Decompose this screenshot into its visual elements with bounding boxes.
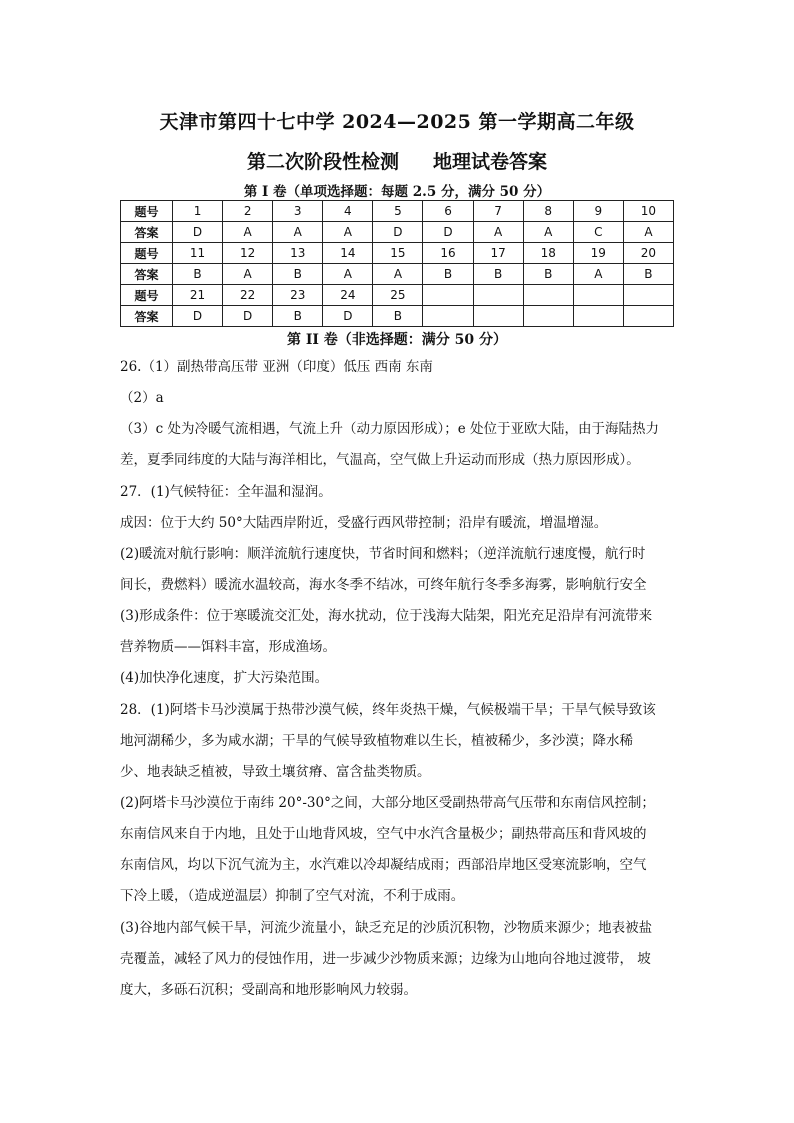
table-cell (523, 306, 573, 327)
table-cell: D (173, 306, 223, 327)
table-row-question-numbers (121, 243, 674, 264)
answer-line: 度大，多砾石沉积；受副高和地形影响风力较弱。 (120, 982, 417, 998)
answer-line: (2)阿塔卡马沙漠位于南纬 20°-30°之间，大部分地区受副热带高气压带和东南信风控制； (120, 795, 655, 811)
answer-line: 成因：位于大约 50°大陆西岸附近，受盛行西风带控制；沿岸有暖流，增温增湿。 (120, 515, 608, 531)
table-cell: B (423, 264, 473, 285)
answer-line: 28．(1)阿塔卡马沙漠属于热带沙漠气候，终年炎热干燥，气候极端干旱；干旱气候导致该 (120, 702, 656, 718)
table-cell: 24 (323, 285, 373, 306)
table-cell: B (473, 264, 523, 285)
table-cell: A (623, 222, 673, 243)
table-cell: D (323, 306, 373, 327)
table-cell: 11 (173, 243, 223, 264)
table-cell: 19 (573, 243, 623, 264)
table-cell: C (573, 222, 623, 243)
document-subtitle (0, 147, 794, 174)
table-cell: D (423, 222, 473, 243)
table-cell: 22 (223, 285, 273, 306)
answer-line: 东南信风来自于内地，且处于山地背风坡，空气中水汽含量极少；副热带高压和背风坡的 (120, 826, 647, 842)
table-cell: 1 (173, 201, 223, 222)
table-cell: B (173, 264, 223, 285)
row-label-question: 题号 (121, 243, 173, 264)
answer-line: 壳覆盖，减轻了风力的侵蚀作用，进一步减少沙物质来源；边缘为山地向谷地过渡带， 坡 (120, 951, 651, 967)
table-row-answers (121, 264, 674, 285)
table-cell: A (523, 222, 573, 243)
table-cell: A (323, 222, 373, 243)
table-cell: 23 (273, 285, 323, 306)
answer-line: 下冷上暖，（造成逆温层）抑制了空气对流，不利于成雨。 (120, 888, 465, 904)
document-title: 天津市第四十七中学 2024—2025 第一学期高二年级 (159, 111, 635, 133)
table-cell: 7 (473, 201, 523, 222)
answer-line: (4)加快净化速度，扩大污染范围。 (120, 670, 329, 686)
answer-line: 营养物质——饵料丰富，形成渔场。 (120, 639, 336, 655)
table-cell: 15 (373, 243, 423, 264)
answer-line: （2）a (120, 390, 164, 406)
table-cell (423, 306, 473, 327)
subtitle-answer-label: 地理试卷答案 (433, 151, 548, 173)
table-cell: 12 (223, 243, 273, 264)
table-cell: B (623, 264, 673, 285)
subtitle-exam-name: 第二次阶段性检测 (246, 151, 399, 173)
answer-line: 27．(1)气候特征：全年温和湿润。 (120, 484, 332, 500)
table-cell (573, 285, 623, 306)
table-cell: D (173, 222, 223, 243)
answer-line: 地河湖稀少，多为咸水湖；干旱的气候导致植物难以生长，植被稀少，多沙漠；降水稀 (120, 733, 633, 749)
table-cell: 6 (423, 201, 473, 222)
table-cell: 13 (273, 243, 323, 264)
table-cell: A (223, 222, 273, 243)
table-cell: 18 (523, 243, 573, 264)
answer-line: (3)形成条件：位于寒暖流交汇处，海水扰动，位于浅海大陆架，阳光充足沿岸有河流带来 (120, 608, 653, 624)
table-cell: A (573, 264, 623, 285)
part1-heading: 第 I 卷（单项选择题：每题 2.5 分，满分 50 分） (243, 184, 551, 200)
table-cell: 4 (323, 201, 373, 222)
row-label-answer: 答案 (121, 222, 173, 243)
table-cell: 21 (173, 285, 223, 306)
answer-line: 东南信风，均以下沉气流为主，水汽难以冷却凝结成雨；西部沿岸地区受寒流影响，空气 (120, 857, 647, 873)
row-label-question: 题号 (121, 201, 173, 222)
table-row-question-numbers (121, 201, 674, 222)
answer-table (120, 200, 674, 327)
table-cell: 25 (373, 285, 423, 306)
table-cell: 16 (423, 243, 473, 264)
table-cell: 9 (573, 201, 623, 222)
table-cell (573, 306, 623, 327)
table-row-question-numbers (121, 285, 674, 306)
table-cell: 20 (623, 243, 673, 264)
table-cell: A (273, 222, 323, 243)
table-cell: A (473, 222, 523, 243)
answer-line: (3)谷地内部气候干旱，河流少流量小，缺乏充足的沙质沉积物，沙物质来源少；地表被盐 (120, 920, 653, 936)
table-row-answers (121, 306, 674, 327)
table-cell (623, 306, 673, 327)
answer-line: （3）c 处为冷暖气流相遇，气流上升（动力原因形成）；e 处位于亚欧大陆，由于海陆热力 (120, 421, 659, 437)
table-cell: 5 (373, 201, 423, 222)
table-cell: 17 (473, 243, 523, 264)
table-cell: A (223, 264, 273, 285)
table-row-answers (121, 222, 674, 243)
table-cell: D (223, 306, 273, 327)
answer-line: (2)暖流对航行影响：顺洋流航行速度快，节省时间和燃料；（逆洋流航行速度慢，航行时 (120, 546, 646, 562)
row-label-answer: 答案 (121, 306, 173, 327)
part2-heading: 第 II 卷（非选择题：满分 50 分） (286, 332, 508, 348)
table-cell: 14 (323, 243, 373, 264)
table-cell (473, 306, 523, 327)
table-cell: B (273, 306, 323, 327)
table-cell: 8 (523, 201, 573, 222)
table-cell: A (373, 264, 423, 285)
table-cell: D (373, 222, 423, 243)
table-cell (623, 285, 673, 306)
table-cell: 3 (273, 201, 323, 222)
table-cell (523, 285, 573, 306)
table-cell: B (523, 264, 573, 285)
table-cell: B (373, 306, 423, 327)
table-cell (423, 285, 473, 306)
table-cell: B (273, 264, 323, 285)
table-cell: 10 (623, 201, 673, 222)
table-cell (473, 285, 523, 306)
answer-line: 差，夏季同纬度的大陆与海洋相比，气温高，空气做上升运动而形成（热力原因形成）。 (120, 452, 640, 468)
answer-line: 少、地表缺乏植被，导致土壤贫瘠、富含盐类物质。 (120, 764, 431, 780)
answer-line: 26.（1）副热带高压带 亚洲（印度）低压 西南 东南 (120, 359, 433, 375)
row-label-answer: 答案 (121, 264, 173, 285)
row-label-question: 题号 (121, 285, 173, 306)
table-cell: A (323, 264, 373, 285)
table-cell: 2 (223, 201, 273, 222)
answer-line: 间长，费燃料）暖流水温较高，海水冬季不结冰，可终年航行冬季多海雾，影响航行安全 (120, 577, 647, 593)
